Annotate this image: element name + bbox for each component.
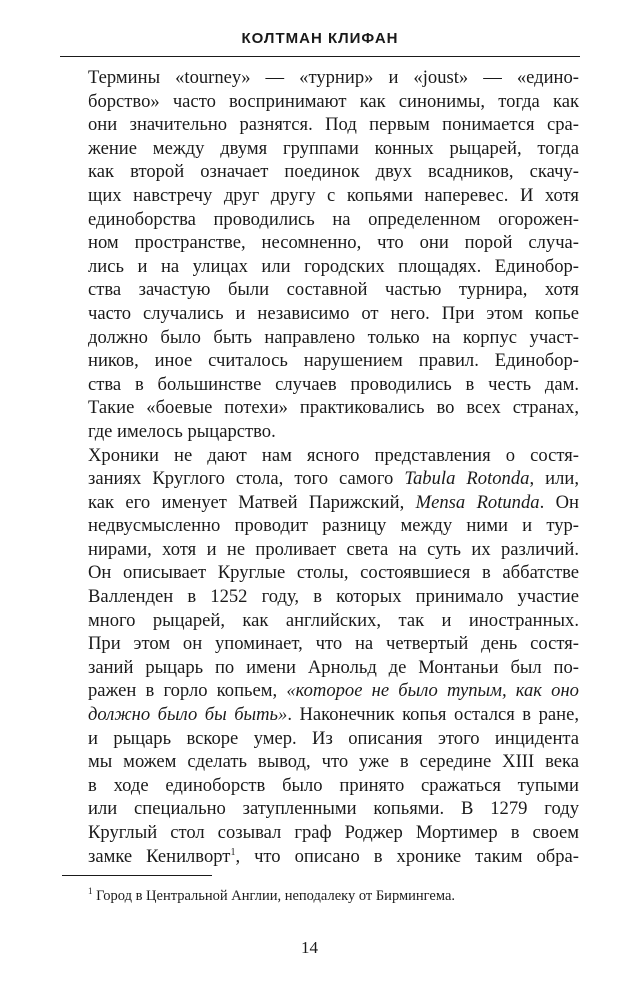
text-line: где имелось рыцарство. — [88, 420, 276, 442]
text-line: Валленден в 1252 году, в которых принимало участие — [88, 586, 579, 608]
text-line: Такие «боевые потехи» практиковались во всех странах, — [88, 397, 579, 419]
text-line: лись и на улицах или городских площадях. Единобор- — [88, 255, 579, 277]
page-number: 14 — [301, 938, 318, 957]
text-line: борство» часто воспринимают как синонимы, тогда как — [88, 90, 579, 112]
text-segment: , или, — [529, 468, 579, 490]
header-rule — [60, 56, 580, 57]
text-line — [62, 679, 579, 703]
text-line: единоборства проводились на определенном огорожен- — [88, 208, 579, 230]
text-line: часто случались и независимо от него. При этом копье — [88, 302, 579, 324]
text-line: мы можем сделать вывод, что уже в середине XIII века — [88, 751, 579, 773]
text-line: Хроники не дают нам ясного представления о состя- — [88, 444, 579, 466]
text-segment: как его именует Матвей Парижский, — [88, 491, 416, 513]
text-line: ников, иное считалось нарушением правил. Единобор- — [88, 350, 579, 372]
footnote — [62, 887, 579, 905]
footnote-text: Город в Центральной Англии, неподалеку от Бирмингема. — [92, 888, 455, 904]
text-segment: замке Кенилворт — [88, 845, 231, 867]
text-line — [62, 467, 579, 491]
running-head: КОЛТМАН КЛИФАН — [241, 30, 399, 47]
text-segment: заниях Круглого стола, того самого — [88, 468, 405, 490]
text-line: или специально затупленными копьями. В 1279 году — [88, 798, 579, 820]
text-line: ства в большинстве случаев проводились в честь дам. — [88, 373, 579, 395]
text-line: как второй означает поединок двух всадников, скачу- — [88, 161, 579, 183]
text-line: Термины «tourney» — «турнир» и «joust» — «едино- — [88, 67, 579, 88]
footnote-rule — [62, 875, 212, 876]
latin-term-mensa-rotunda: Mensa Rotunda — [415, 491, 540, 513]
text-line: много рыцарей, как английских, так и иностранных. — [88, 609, 579, 631]
text-segment: . Он — [539, 491, 579, 513]
italic-quote: «которое не было тупым, как оно — [286, 680, 579, 702]
text-line: недвусмысленно проводит разницу между ними и тур- — [88, 515, 579, 537]
text-line: Он описывает Круглые столы, состоявшиеся в аббатстве — [88, 562, 579, 584]
text-line: в ходе единоборств было принято сражаться тупыми — [88, 774, 579, 796]
text-line: Круглый стол созывал граф Роджер Мортимер в своем — [88, 822, 579, 843]
latin-term-tabula-rotonda: Tabula Rotonda — [404, 468, 530, 490]
footnote-reference[interactable]: 1 — [230, 846, 236, 858]
text-line: нирами, хотя и не проливает света на суть их различий. — [88, 538, 579, 560]
text-line — [62, 491, 579, 515]
text-line: жение между двумя группами конных рыцарей, тогда — [88, 137, 579, 159]
text-line: заний рыцарь по имени Арнольд де Монтаньи был по- — [88, 656, 579, 678]
text-line: и рыцарь вскоре умер. Из описания этого инцидента — [88, 727, 579, 749]
text-line: При этом он упоминает, что на четвертый день состя- — [88, 633, 579, 655]
footnote-marker: 1 — [88, 886, 93, 897]
text-line: ства зачастую были составной частью турнира, хотя — [88, 279, 579, 301]
text-segment: . Наконечник копья остался в ране, — [287, 704, 579, 726]
paragraph-1 — [62, 66, 579, 444]
text-line — [62, 845, 579, 869]
paragraph-2 — [62, 444, 579, 869]
text-line: щих навстречу друг другу с копьями наперевес. И хотя — [88, 184, 579, 206]
text-segment: ражен в горло копьем, — [88, 680, 287, 702]
italic-quote: должно было бы быть» — [88, 704, 288, 726]
text-segment: , что описано в хронике таким обра- — [235, 845, 579, 867]
text-line: должно было быть направлено только на корпус участ- — [88, 326, 579, 348]
text-line: ном пространстве, несомненно, что они порой случа- — [88, 232, 579, 254]
text-line: они значительно разнятся. Под первым понимается сра- — [88, 114, 579, 136]
text-line — [62, 703, 579, 727]
body-text — [62, 66, 579, 868]
